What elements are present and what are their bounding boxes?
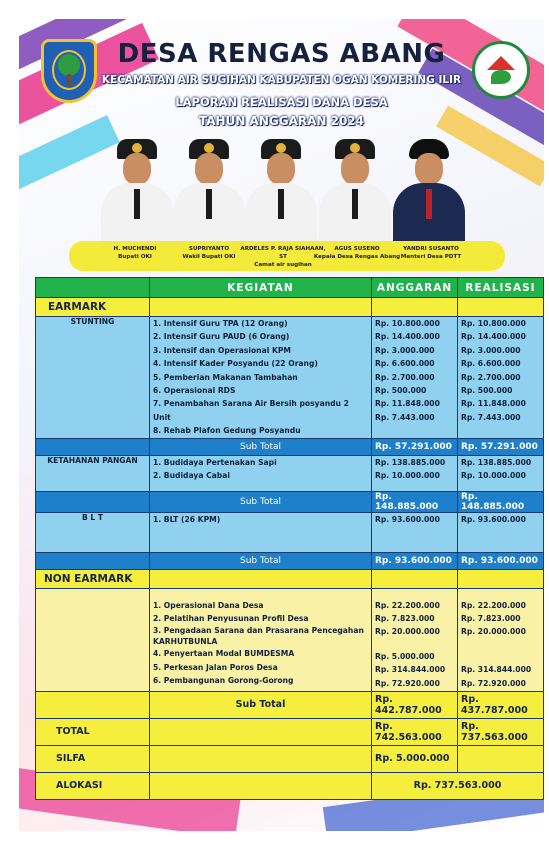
- subtotal-label: Sub Total: [150, 491, 372, 512]
- official-caption: ARDELES P. RAJA SIAHAAN, ST Camat air sugihan: [240, 246, 326, 268]
- official-caption: YANDRI SUSANTO Menteri Desa PDTT: [400, 246, 462, 260]
- section-row: [36, 569, 544, 588]
- subtotal-anggaran: Rp. 442.787.000: [372, 691, 458, 718]
- subtotal-label: Sub Total: [150, 691, 372, 718]
- subtotal-row: [36, 438, 544, 455]
- official-photo: [389, 131, 469, 256]
- table-row: [36, 512, 544, 552]
- subtotal-anggaran: Rp. 57.291.000: [372, 438, 458, 455]
- total-anggaran: Rp. 742.563.000: [372, 718, 458, 745]
- poster: [19, 19, 544, 831]
- official-caption: H. MUCHENDI Bupati OKI: [113, 246, 157, 260]
- section-row: [36, 298, 544, 317]
- report-year: TAHUN ANGGARAN 2024: [198, 114, 364, 128]
- anggaran-list: Rp. 22.200.000 Rp. 7.823.000 Rp. 20.000.000 Rp. 5.000.000 Rp. 314.844.000 Rp. 72.920.000: [372, 588, 458, 691]
- subtotal-realisasi: Rp. 93.600.000: [458, 552, 544, 569]
- table-row: [36, 317, 544, 439]
- column-header: REALISASI: [458, 278, 544, 298]
- category-label: KETAHANAN PANGAN: [36, 455, 150, 491]
- official-caption: SUPRIYANTO Wakil Bupati OKI: [182, 246, 236, 260]
- section-label: EARMARK: [36, 298, 150, 317]
- subtotal-row: [36, 691, 544, 718]
- page-subtitle: KECAMATAN AIR SUGIHAN KABUPATEN OGAN KOMERING ILIR: [101, 74, 462, 86]
- official-photo: [169, 131, 249, 256]
- anggaran-list: Rp. 10.800.000 Rp. 14.400.000 Rp. 3.000.000 Rp. 6.600.000 Rp. 2.700.000 Rp. 500.000 Rp. 11.848.000 Rp. 7.443.000: [372, 317, 458, 439]
- total-label: TOTAL: [36, 718, 150, 745]
- item-list: 1. Operasional Dana Desa 2. Pelatihan Penyusunan Profil Desa 3. Pengadaan Sarana dan Prasarana Pencegahan KARHUTBUNLA 4. Penyertaan Modal BUMDESMA 5. Perkesan Jalan Poros Desa 6. Pembangunan Gorong-Gorong: [150, 588, 372, 691]
- subtotal-row: [36, 552, 544, 569]
- subtotal-realisasi: Rp. 57.291.000: [458, 438, 544, 455]
- silfa-row: [36, 745, 544, 772]
- alokasi-value: Rp. 737.563.000: [372, 772, 544, 799]
- budget-table: [35, 277, 544, 800]
- subtotal-anggaran: Rp. 148.885.000: [372, 491, 458, 512]
- section-label: NON EARMARK: [36, 569, 150, 588]
- subtotal-label: Sub Total: [150, 552, 372, 569]
- category-label: B L T: [36, 512, 150, 552]
- subtotal-anggaran: Rp. 93.600.000: [372, 552, 458, 569]
- realisasi-list: Rp. 93.600.000: [458, 512, 544, 552]
- subtotal-label: Sub Total: [150, 438, 372, 455]
- column-header: ANGGARAN: [372, 278, 458, 298]
- anggaran-list: Rp. 138.885.000 Rp. 10.000.000: [372, 455, 458, 491]
- total-row: [36, 718, 544, 745]
- alokasi-row: [36, 772, 544, 799]
- realisasi-list: Rp. 138.885.000 Rp. 10.000.000: [458, 455, 544, 491]
- table-row: [36, 455, 544, 491]
- total-realisasi: Rp. 737.563.000: [458, 718, 544, 745]
- category-label: STUNTING: [36, 317, 150, 439]
- silfa-anggaran: Rp. 5.000.000: [372, 745, 458, 772]
- table-row: [36, 588, 544, 691]
- column-header: KEGIATAN: [150, 278, 372, 298]
- item-list: 1. Intensif Guru TPA (12 Orang) 2. Intensif Guru PAUD (6 Orang) 3. Intensif dan Operasional KPM 4. Intensif Kader Posyandu (22 Orang) 5. Pemberian Makanan Tambahan 6. Operasional RDS 7. Penambahan Sarana Air Bersih posyandu 2 Unit 8. Rehab Plafon Gedung Posyandu: [150, 317, 372, 439]
- report-title: LAPORAN REALISASI DANA DESA: [175, 95, 388, 109]
- alokasi-label: ALOKASI: [36, 772, 150, 799]
- subtotal-realisasi: Rp. 148.885.000: [458, 491, 544, 512]
- official-photo: [241, 131, 321, 256]
- realisasi-list: Rp. 22.200.000 Rp. 7.823.000 Rp. 20.000.000 Rp. 314.844.000 Rp. 72.920.000: [458, 588, 544, 691]
- official-photo: [97, 131, 177, 256]
- item-list: 1. Budidaya Pertenakan Sapi 2. Budidaya Cabai: [150, 455, 372, 491]
- official-photo: [315, 131, 395, 256]
- realisasi-list: Rp. 10.800.000 Rp. 14.400.000 Rp. 3.000.000 Rp. 6.600.000 Rp. 2.700.000 Rp. 500.000 Rp. 11.848.000 Rp. 7.443.000: [458, 317, 544, 439]
- subtotal-row: [36, 491, 544, 512]
- subtotal-realisasi: Rp. 437.787.000: [458, 691, 544, 718]
- page-title: DESA RENGAS ABANG: [117, 39, 446, 69]
- table-header: [36, 278, 544, 298]
- anggaran-list: Rp. 93.600.000: [372, 512, 458, 552]
- silfa-label: SILFA: [36, 745, 150, 772]
- official-caption: AGUS SUSENO Kepala Desa Rengas Abang: [313, 246, 401, 260]
- item-list: 1. BLT (26 KPM): [150, 512, 372, 552]
